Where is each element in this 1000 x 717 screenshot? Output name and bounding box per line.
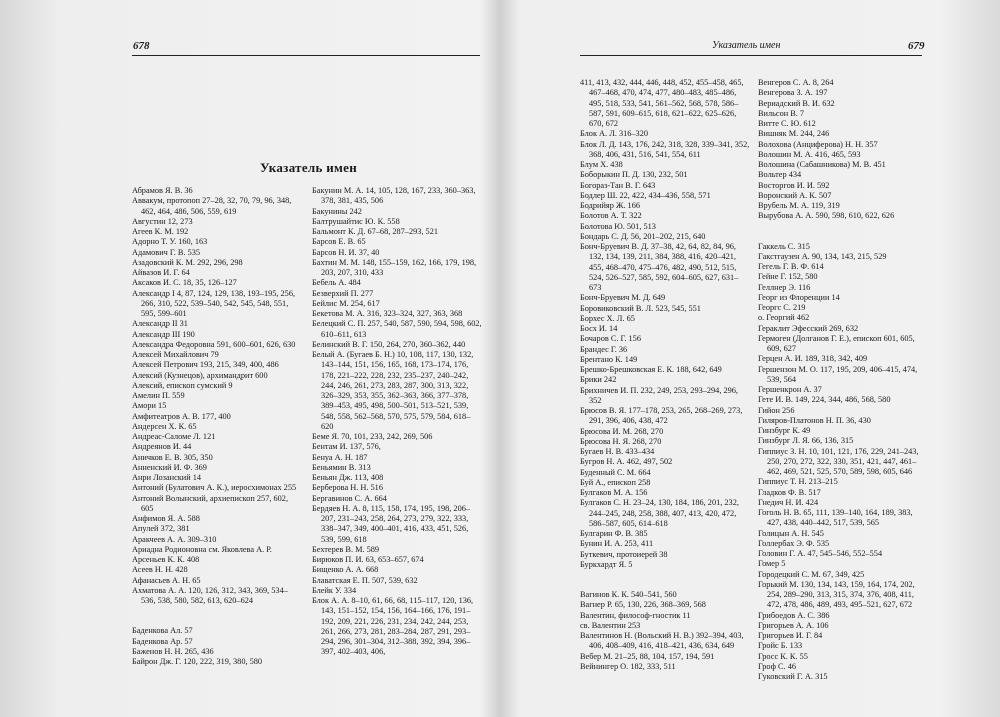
index-entry: Андреянов И. 44	[132, 442, 192, 452]
left-col-1	[132, 186, 302, 667]
index-entry: Боровиковский В. Л. 523, 545, 551	[580, 303, 701, 313]
index-entry: Блок А. А. 8–10, 61, 66, 68, 115–117, 120, 136, 143, 151–152, 154, 156, 164–166, 176, 191–192, 209, 221, 226, 231, 234, 242, 244, 253, 261, 266, 273, 281, 283–284, 287, 291, 293–294, 296, 301–304, 312–388, 392, 394, 396–397, 402–403, 406,	[312, 596, 474, 657]
index-entry: Гроф С. 46	[758, 661, 797, 671]
index-entry: Блок Л. Д. 143, 176, 242, 318, 328, 339–341, 352, 368, 406, 431, 516, 541, 554, 611	[580, 139, 750, 159]
index-entry: Брентано К. 149	[580, 354, 638, 364]
index-entry: Августин 12, 273	[132, 216, 193, 226]
index-entry: св. Валентин 253	[580, 620, 641, 630]
index-entry: Бонч-Бруевич В. Д. 37–38, 42, 64, 82, 84, 96, 132, 134, 139, 211, 384, 388, 416, 420–421, 455, 468–470, 475–476, 482, 490, 512, 515, 524, 526–527, 585, 592, 604–605, 627, 631–673	[580, 242, 739, 292]
index-entry: Гершенкрон А. 37	[758, 385, 822, 394]
right-page	[500, 0, 1000, 717]
index-entry: Бонч-Бруевич М. Д. 649	[580, 293, 666, 303]
index-entry: Байрон Дж. Г. 120, 222, 319, 380, 580	[132, 657, 263, 666]
index-entry: Гегель Г. В. Ф. 614	[758, 262, 824, 271]
index-entry: Аввакум, протопоп 27–28, 32, 70, 79, 96, 348, 462, 464, 486, 506, 559, 619	[132, 196, 292, 216]
index-entry: Волошин М. А. 416, 465, 593	[758, 149, 861, 159]
index-entry: Беме Я. 70, 101, 233, 242, 269, 506	[312, 432, 433, 441]
index-entry: Грибоедов А. С. 386	[758, 610, 830, 620]
index-entry: Гете И. В. 149, 224, 344, 486, 568, 580	[758, 395, 891, 405]
index-entry: Болотова Ю. 501, 513	[580, 221, 656, 231]
index-entry: Григорьев А. А. 106	[758, 620, 829, 630]
index-entry: Блок А. Л. 316–320	[580, 129, 649, 139]
index-entry: Вольтер 434	[758, 170, 802, 180]
index-entry: Боборыкин П. Д. 130, 232, 501	[580, 170, 688, 180]
index-entry: Венгерова З. А. 197	[758, 88, 828, 98]
index-entry: Врубель М. А. 119, 319	[758, 201, 840, 210]
index-entry: Гнедич Н. И. 424	[758, 497, 819, 507]
index-entry: Валентин, философ-гностик 11	[580, 610, 691, 620]
index-entry: Блейк У. 334	[312, 585, 357, 595]
running-head: Указатель имен	[712, 40, 781, 51]
index-title: Указатель имен	[260, 160, 358, 175]
index-entry: Барсов Е. В. 65	[312, 237, 366, 247]
index-entry: Бердяев Н. А. 8, 115, 158, 174, 195, 198, 206–207, 231–243, 258, 264, 273, 279, 322, 333, 338–347, 349, 400–401, 416, 433, 451, 526, 539, 599, 618	[312, 503, 471, 544]
index-entry: Афанасьев А. Н. 65	[132, 575, 201, 585]
index-entry: Бенуа А. Н. 187	[312, 452, 368, 462]
index-entry: Бентам И. 137, 576,	[312, 442, 381, 452]
index-entry: Борхес Х. Л. 65	[580, 313, 635, 323]
index-entry: Ахматова А. А. 120, 126, 312, 343, 369, 534–536, 538, 580, 582, 613, 620–624	[132, 585, 288, 605]
index-entry: Голицын А. Н. 545	[758, 528, 824, 538]
index-entry: Гомер 5	[758, 559, 786, 569]
index-entry: Аракчеев А. А. 309–310	[132, 534, 217, 544]
header-rule-left	[132, 55, 480, 56]
index-entry: Волошина (Сабашникова) М. В. 451	[758, 160, 886, 169]
index-entry: Буткевич, протоиерей 38	[580, 549, 668, 559]
index-entry: Алексей Петрович 193, 215, 349, 400, 486	[132, 360, 279, 370]
letter-gap	[132, 606, 302, 626]
index-entry: Вейнингер О. 182, 333, 511	[580, 661, 676, 671]
index-entry: Барсов Н. И. 37, 40	[312, 247, 380, 257]
index-entry: Брандес Г. 36	[580, 344, 628, 354]
index-entry: Георг из Флоренции 14	[758, 292, 840, 302]
index-entry: Анфимов Я. А. 588	[132, 514, 200, 523]
index-entry: Александра Федоровна 591, 600–601, 626, 630	[132, 339, 296, 349]
index-entry: Гейне Г. 152, 580	[758, 272, 818, 282]
index-entry: Гинзбург К. 49	[758, 426, 811, 435]
index-entry: Беньян Дж. 113, 408	[312, 473, 384, 482]
index-entry: Балтрушайтис Ю. К. 558	[312, 216, 400, 226]
left-col-2	[312, 186, 482, 658]
index-entry: Гуковский Г. А. 315	[758, 672, 828, 681]
index-entry: Вишняк М. 244, 246	[758, 129, 830, 139]
index-entry: Булгарин Ф. В. 385	[580, 529, 648, 538]
index-entry: Головин Г. А. 47, 545–546, 552–554	[758, 549, 883, 558]
index-entry: Гладков Ф. В. 517	[758, 487, 821, 497]
index-entry: Горький М. 130, 134, 143, 159, 164, 174, 202, 254, 289–290, 313, 315, 374, 376, 408, 411, 472, 478, 486, 489, 493, 495–521, 627, 672	[758, 579, 915, 610]
index-entry: Александр III 190	[132, 329, 195, 339]
index-entry: Асеев Н. Н. 428	[132, 565, 188, 575]
index-entry: Белый А. (Бугаев Б. Н.) 10, 108, 117, 130, 132, 143–144, 151, 156, 165, 168, 173–174, 176, 178, 221–222, 228, 232, 235–237, 240–242, 244, 246, 261, 273, 283, 287, 300, 313, 322, 326–329, 353, 355, 362–363, 366, 377–378, 389–453, 495, 498, 500–501, 513–521, 539, 548, 558, 562–568, 570, 575, 579, 584, 618–620	[312, 350, 474, 431]
index-entry: Валентинов Н. (Вольский Н. В.) 392–394, 403, 406, 408–409, 416, 418–421, 436, 634, 649	[580, 631, 744, 651]
index-entry: Волохова (Анциферова) Н. Н. 357	[758, 139, 878, 149]
index-entry: Бищенко А. А. 668	[312, 565, 379, 575]
index-entry: 411, 413, 432, 444, 446, 448, 452, 455–458, 465, 467–468, 470, 474, 477, 480–483, 485–486, 495, 518, 533, 541, 561–562, 568, 578, 586–587, 591, 609–615, 618, 621–622, 625–626, 670, 672	[580, 78, 744, 128]
index-entry: Бальмонт К. Д. 67–68, 287–293, 521	[312, 227, 438, 236]
index-entry: Вырубова А. А. 590, 598, 610, 622, 626	[758, 211, 895, 221]
index-entry: Вильсон В. 7	[758, 108, 805, 118]
index-entry: Адорно Т. У. 160, 163	[132, 237, 208, 247]
letter-gap	[580, 570, 750, 590]
index-entry: Агеев К. М. 192	[132, 227, 189, 236]
index-entry: Гройс Б. 133	[758, 641, 803, 651]
index-entry: Алексий (Кузнецов), архимандрит 600	[132, 370, 268, 380]
index-entry: Городецкий С. М. 67, 349, 425	[758, 569, 865, 579]
index-entry: Болотов А. Т. 322	[580, 211, 642, 221]
index-entry: Бергавинов С. А. 664	[312, 493, 387, 503]
index-entry: Абрамов Я. В. 36	[132, 186, 193, 195]
index-entry: Бирюков П. И. 63, 653–657, 674	[312, 555, 424, 564]
index-entry: Восторгов И. И. 592	[758, 180, 830, 190]
index-entry: Гиппиус З. Н. 10, 101, 121, 176, 229, 241–243, 250, 270, 272, 322, 330, 351, 421, 447, 461–462, 469, 521, 525, 570, 589, 598, 605, 646	[758, 446, 919, 476]
index-entry: Бахтин М. М. 148, 155–159, 162, 166, 179, 198, 203, 207, 310, 433	[312, 257, 477, 277]
page-number-left: 678	[133, 40, 150, 52]
index-entry: Вебер М. 21–25, 88, 104, 157, 194, 591	[580, 651, 715, 661]
index-entry: Брюсов В. Я. 177–178, 253, 265, 268–269, 273, 291, 396, 406, 438, 472	[580, 406, 743, 426]
index-entry: Антоний Волынский, архиепископ 257, 602, 605	[132, 493, 289, 513]
page-number-right: 679	[908, 40, 925, 52]
index-entry: Анри Лозанский 14	[132, 473, 202, 482]
index-entry: Амори 15	[132, 401, 167, 411]
index-entry: Босх И. 14	[580, 324, 618, 333]
index-entry: Алексей Михайлович 79	[132, 350, 219, 359]
index-entry: Буденный С. М. 664	[580, 467, 651, 477]
index-entry: Гакстгаузен А. 90, 134, 143, 215, 529	[758, 251, 887, 261]
index-entry: Буй А., епископ 258	[580, 477, 651, 487]
index-entry: Белинский В. Г. 150, 264, 270, 360–362, 440	[312, 339, 466, 349]
index-entry: Адамович Г. В. 535	[132, 247, 201, 257]
index-entry: Алексий, епископ сумский 9	[132, 380, 233, 390]
index-entry: Айвазов И. Г. 64	[132, 268, 190, 277]
index-entry: Арсеньев К. К. 408	[132, 555, 200, 564]
index-entry: Брюсова Н. Я. 268, 270	[580, 436, 662, 446]
index-entry: Вериадский В. И. 632	[758, 98, 835, 108]
index-entry: о. Георгий 462	[758, 313, 810, 323]
index-entry: Бебель А. 484	[312, 278, 361, 288]
index-entry: Вагнер Р. 65, 130, 226, 368–369, 568	[580, 600, 706, 610]
index-entry: Александр II 31	[132, 319, 188, 329]
index-entry: Андерсен Х. К. 65	[132, 421, 197, 431]
index-entry: Гоголь Н. В. 65, 111, 139–140, 164, 189, 383, 427, 438, 440–442, 517, 539, 565	[758, 508, 913, 528]
index-entry: Венгеров С. А. 8, 264	[758, 78, 834, 87]
index-entry: Амелин П. 559	[132, 391, 185, 400]
index-entry: Геллнер Э. 116	[758, 282, 811, 292]
index-entry: Гераклит Эфесский 269, 632	[758, 323, 859, 333]
index-entry: Вагинов К. К. 540–541, 560	[580, 590, 677, 599]
index-entry: Аничков Е. В. 305, 350	[132, 452, 213, 462]
index-entry: Белецкий С. П. 257, 540, 587, 590, 594, 598, 602, 610–611, 613	[312, 319, 482, 339]
index-entry: Александр I 4, 87, 124, 129, 138, 193–195, 256, 266, 310, 522, 539–540, 542, 545, 548, 551, 595, 599–601	[132, 288, 296, 318]
index-entry: Герцен А. И. 189, 318, 342, 409	[758, 354, 868, 364]
header-rule-right	[580, 55, 922, 56]
index-entry: Бакунины 242	[312, 206, 362, 216]
index-entry: Бодлер Ш. 22, 422, 434–436, 558, 571	[580, 190, 711, 200]
index-entry: Голлербах Э. Ф. 535	[758, 538, 830, 548]
index-entry: Азадовский К. М. 292, 296, 298	[132, 257, 243, 267]
index-entry: Бейлис М. 254, 617	[312, 298, 380, 308]
index-entry: Бекетова М. А. 316, 323–324, 327, 363, 368	[312, 309, 463, 318]
index-entry: Ариадна Родионовна см. Яковлева А. Р.	[132, 544, 272, 554]
index-entry: Аксаков И. С. 18, 35, 126–127	[132, 278, 237, 288]
index-entry: Бакунин М. А. 14, 105, 128, 167, 233, 360–363, 378, 381, 435, 506	[312, 186, 476, 206]
right-col-2	[758, 78, 926, 682]
index-entry: Гершензон М. О. 117, 195, 209, 406–415, 474, 539, 564	[758, 364, 918, 384]
index-entry: Бунин И. А. 253, 411	[580, 539, 654, 549]
index-entry: Гиппиус Т. Н. 213–215	[758, 477, 838, 487]
index-entry: Георгс С. 219	[758, 303, 806, 312]
index-entry: Гросс К. К. 55	[758, 651, 808, 661]
index-entry: Буркхардт Я. 5	[580, 559, 633, 569]
index-entry: Богораз-Тан В. Г. 643	[580, 180, 656, 190]
right-col-1	[580, 78, 750, 672]
index-entry: Брешко-Брешковская Е. К. 188, 642, 649	[580, 365, 722, 374]
index-entry: Брюсова И. М. 268, 270	[580, 426, 664, 436]
index-entry: Блаватская Е. П. 507, 539, 632	[312, 575, 418, 585]
index-entry: Воронский А. К. 507	[758, 190, 832, 200]
index-entry: Бочаров С. Г. 156	[580, 334, 641, 344]
index-entry: Булгаков С. Н. 23–24, 130, 184, 186, 201, 232, 244–245, 248, 258, 388, 407, 413, 420, 472, 586–587, 605, 614–618	[580, 498, 739, 528]
index-entry: Анненский И. Ф. 369	[132, 462, 207, 472]
index-entry: Брихничев И. П. 232, 249, 253, 293–294, 296, 352	[580, 385, 738, 405]
index-entry: Андреас-Саломе Л. 121	[132, 432, 216, 441]
index-entry: Бодрийяр Ж. 166	[580, 201, 640, 210]
index-entry: Гинзбург Л. Я. 66, 136, 315	[758, 436, 854, 446]
index-entry: Бондарь С. Д. 56, 201–202, 215, 640	[580, 231, 706, 241]
index-entry: Апулей 372, 381	[132, 524, 190, 534]
index-entry: Витте С. Ю. 612	[758, 119, 816, 128]
index-entry: Бехтерев В. М. 589	[312, 544, 380, 554]
index-entry: Амфитеатров А. В. 177, 400	[132, 411, 231, 421]
index-entry: Бугаев Н. В. 433–434	[580, 447, 655, 456]
index-entry: Баженов Н. Н. 265, 436	[132, 646, 214, 656]
index-entry: Баденкова Ал. 57	[132, 626, 193, 636]
index-entry: Бугров Н. А. 462, 497, 502	[580, 457, 673, 467]
index-entry: Гиляров-Платонов Н. П. 36, 430	[758, 415, 871, 425]
index-entry: Безверхий П. 277	[312, 288, 374, 298]
index-entry: Берберова Н. Н. 516	[312, 483, 383, 493]
index-entry: Гаккель С. 315	[758, 241, 810, 251]
index-entry: Брики 242	[580, 375, 617, 385]
index-entry: Антоний (Булатович А. К.), иеросхимонах 255	[132, 483, 297, 493]
index-entry: Булгаков М. А. 156	[580, 488, 648, 497]
index-entry: Блум Х. 438	[580, 160, 623, 169]
index-entry: Беньямин В. 313	[312, 462, 371, 472]
index-entry: Гийон 256	[758, 405, 795, 415]
index-entry: Гермоген (Долганов Г. Е.), епископ 601, 605, 609, 627	[758, 333, 915, 353]
index-entry: Григорьев И. Г. 84	[758, 631, 823, 640]
letter-gap	[758, 222, 926, 242]
index-entry: Баденкова Ар. 57	[132, 636, 193, 646]
